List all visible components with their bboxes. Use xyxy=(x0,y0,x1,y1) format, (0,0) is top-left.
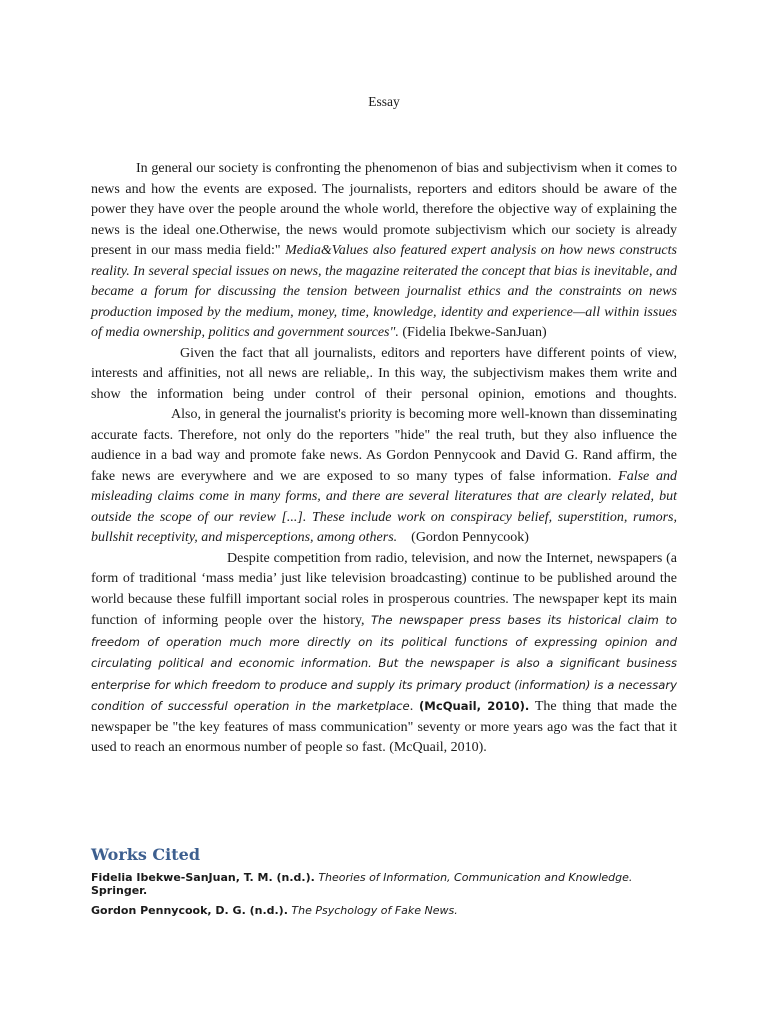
cite-title: Theories of Information, Communication and Knowledge. xyxy=(318,871,633,884)
paragraph-2 xyxy=(91,344,677,549)
paragraph-1-citation: (Fidelia Ibekwe-SanJuan) xyxy=(402,325,547,340)
paragraph-2-citation: (Gordon Pennycook) xyxy=(411,530,529,545)
paragraph-1-quote: Media&Values also featured expert analysis on how news constructs reality. In several special issues on news, the magazine reiterated the concept that bias is inevitable, and became a forum for discussing the tension between journalist ethics and the constraints on news production imposed by the medium, money, time, knowledge, identity and experience—all within issues of media ownership, politics and government sources". xyxy=(91,243,677,340)
cite-author: Fidelia Ibekwe-SanJuan, T. M. (n.d.). xyxy=(91,871,315,884)
works-cited-entry xyxy=(91,904,691,917)
paragraph-2-text-2: Also, in general the journalist's priority is becoming more well-known than disseminating accurate facts. Therefore, not only do the reporters "hide" the real truth, but they also influence the audience in a bad way and promote fake news. As Gordon Pennycook and David G. Rand affirm, the fake news are everywhere and we are exposed to so many types of false information. xyxy=(91,407,677,484)
cite-author: Gordon Pennycook, D. G. (n.d.). xyxy=(91,904,288,917)
works-cited-entry xyxy=(91,871,691,897)
works-cited-heading: Works Cited xyxy=(91,845,200,864)
paragraph-3-text-2: The thing that made the newspaper be "the key features of mass communication" seventy or more years ago was the fact that it used to reach an enormous number of people so fast. (McQuail, 2010). xyxy=(91,699,677,755)
essay-title: Essay xyxy=(368,94,400,109)
paragraph-1-text: In general our society is confronting the phenomenon of bias and subjectivism when it comes to news and how the events are exposed. The journalists, reporters and editors should be aware of the power they have over the people around the whole world, therefore the objective way of explaining the news is the ideal one.Otherwise, the news would promote subjectivism which our society is already present in our mass media field:" xyxy=(91,161,677,258)
paragraph-1 xyxy=(91,159,677,344)
paragraph-3: Despite competition from radio, television, and now the Internet, newspapers (a form of traditional ‘mass media’ just like television broadcasting) continue to be published around the world because these fulfill important social roles in prosperous countries. The newspaper kept its main function of informing people over the history, The newspaper press bases its historical claim to freedom of operation much more directly on its political functions of expressing opinion and circulating political and economic information. But the newspaper is also a significant business enterprise for which freedom to produce and supply its primary product (information) is a necessary condition of successful operation in the marketplace. (McQuail, 2010). The thing that made the newspaper be "the key features of mass communication" seventy or more years ago was the fact that it used to reach an enormous number of people so fast. (McQuail, 2010). xyxy=(91,550,678,755)
paragraph-2-text-1: Given the fact that all journalists, editors and reporters have different points of view, interests and affinities, not all news are reliable,. In this way, the subjectivism makes them write and show the information being under control of their personal opinion, emotions and thoughts. xyxy=(91,345,677,402)
paragraph-3-quote: The newspaper press bases its historical claim to freedom of operation much more directly on its political functions of expressing opinion and circulating political and economic information. But the newspaper is also a significant business enterprise for which freedom to produce and supply its primary product (information) is a necessary condition of successful operation in the marketplace xyxy=(91,613,678,713)
paragraph-2-quote: False and misleading claims come in many forms, and there are several literatures that are clearly related, but outside the scope of our review [...]. These include work on conspiracy belief, superstition, rumors, bullshit receptivity, and misperceptions, among others. xyxy=(91,468,677,545)
essay-body xyxy=(91,159,677,759)
cite-title: The Psychology of Fake News. xyxy=(291,904,458,917)
paragraph-3-text-1: Despite competition from radio, television, and now the Internet, newspapers (a form of traditional ‘mass media’ just like television broadcasting) continue to be published around the world because these fulfill important social roles in prosperous countries. The newspaper kept its main function of informing people over the history, xyxy=(91,550,677,628)
paragraph-3-citation: (McQuail, 2010). xyxy=(418,699,530,713)
cite-publisher: Springer. xyxy=(91,884,148,897)
